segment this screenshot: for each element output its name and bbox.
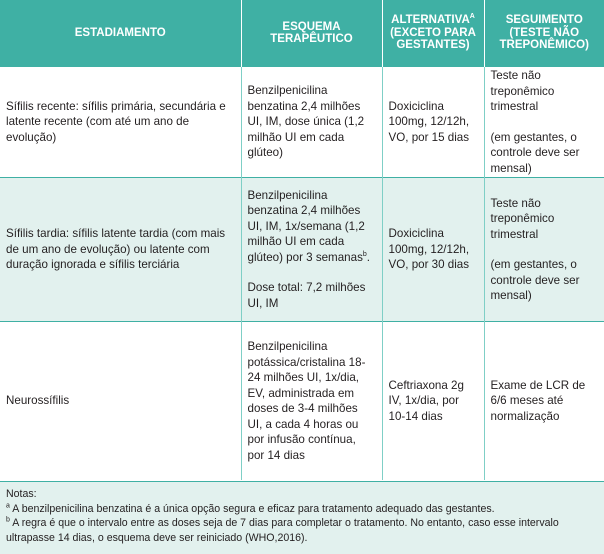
footnote-marker-b: b — [6, 516, 10, 524]
cell-followup: Exame de LCR de 6/6 meses até normalização — [484, 322, 604, 481]
cell-scheme: Benzilpenicilina potássica/cristalina 18-24 milhões UI, 1x/dia, EV, administrada em doses de 3-4 milhões UI, a cada 4 horas ou por infusão contínua, por 14 dias — [241, 322, 382, 481]
cell-staging: Neurossífilis — [0, 322, 241, 481]
scheme-total-dose: Dose total: 7,2 milhões UI, IM — [247, 281, 366, 310]
notes-title: Notas: — [6, 488, 37, 500]
table-row — [0, 178, 604, 322]
scheme-text: Benzilpenicilina benzatina 2,4 milhões UI, IM, 1x/semana (1,2 milhão UI em cada glúteo) por 3 semanas$^b$. — [247, 188, 371, 264]
header-staging: ESTADIAMENTO — [0, 0, 241, 67]
note-a: $^a$ A benzilpenicilina benzatina é a única opção segura e eficaz para tratamento adequado das gestantes. — [6, 501, 495, 515]
footnote-marker-a: A — [469, 13, 475, 21]
cell-staging: Sífilis tardia: sífilis latente tardia (com mais de um ano de evolução) ou latente com duração ignorada e sífilis terciária — [0, 178, 241, 322]
cell-followup — [484, 178, 604, 322]
followup-text: Teste não treponêmico trimestral — [490, 196, 555, 241]
table-header-row — [0, 0, 604, 67]
note-b: $^b$ A regra é que o intervalo entre as doses seja de 7 dias para completar o tratamento. No entanto, caso esse intervalo ultrapasse 14 dias, o esquema deve ser reiniciado (WHO,2016). — [6, 516, 559, 544]
cell-alternative: Doxiciclina 100mg, 12/12h, VO, por 30 dias — [382, 178, 484, 322]
table-row — [0, 67, 604, 178]
cell-followup — [484, 67, 604, 178]
cell-alternative: Doxiciclina 100mg, 12/12h, VO, por 15 dias — [382, 67, 484, 178]
followup-note: (em gestantes, o controle deve ser mensal) — [490, 258, 580, 302]
header-scheme: ESQUEMA TERAPÊUTICO — [241, 0, 382, 67]
footnote-marker-b: b — [362, 250, 367, 258]
header-followup: SEGUIMENTO (TESTE NÃO TREPONÊMICO) — [484, 0, 604, 67]
cell-scheme: Benzilpenicilina benzatina 2,4 milhões UI, IM, dose única (1,2 milhão UI em cada glúteo) — [241, 67, 382, 178]
header-alternative: $ALTERNATIVA^A$ (EXCETO PARA GESTANTES) — [382, 0, 484, 67]
cell-staging: Sífilis recente: sífilis primária, secundária e latente recente (com até um ano de evolução) — [0, 67, 241, 178]
followup-note: (em gestantes, o controle deve ser mensal) — [490, 130, 580, 175]
cell-alternative: Ceftriaxona 2g IV, 1x/dia, por 10-14 dias — [382, 322, 484, 481]
footnote-marker-a: a — [6, 501, 10, 509]
table-notes — [0, 481, 604, 554]
followup-text: Teste não treponêmico trimestral — [490, 69, 555, 113]
table-row — [0, 322, 604, 481]
cell-scheme — [241, 178, 382, 322]
